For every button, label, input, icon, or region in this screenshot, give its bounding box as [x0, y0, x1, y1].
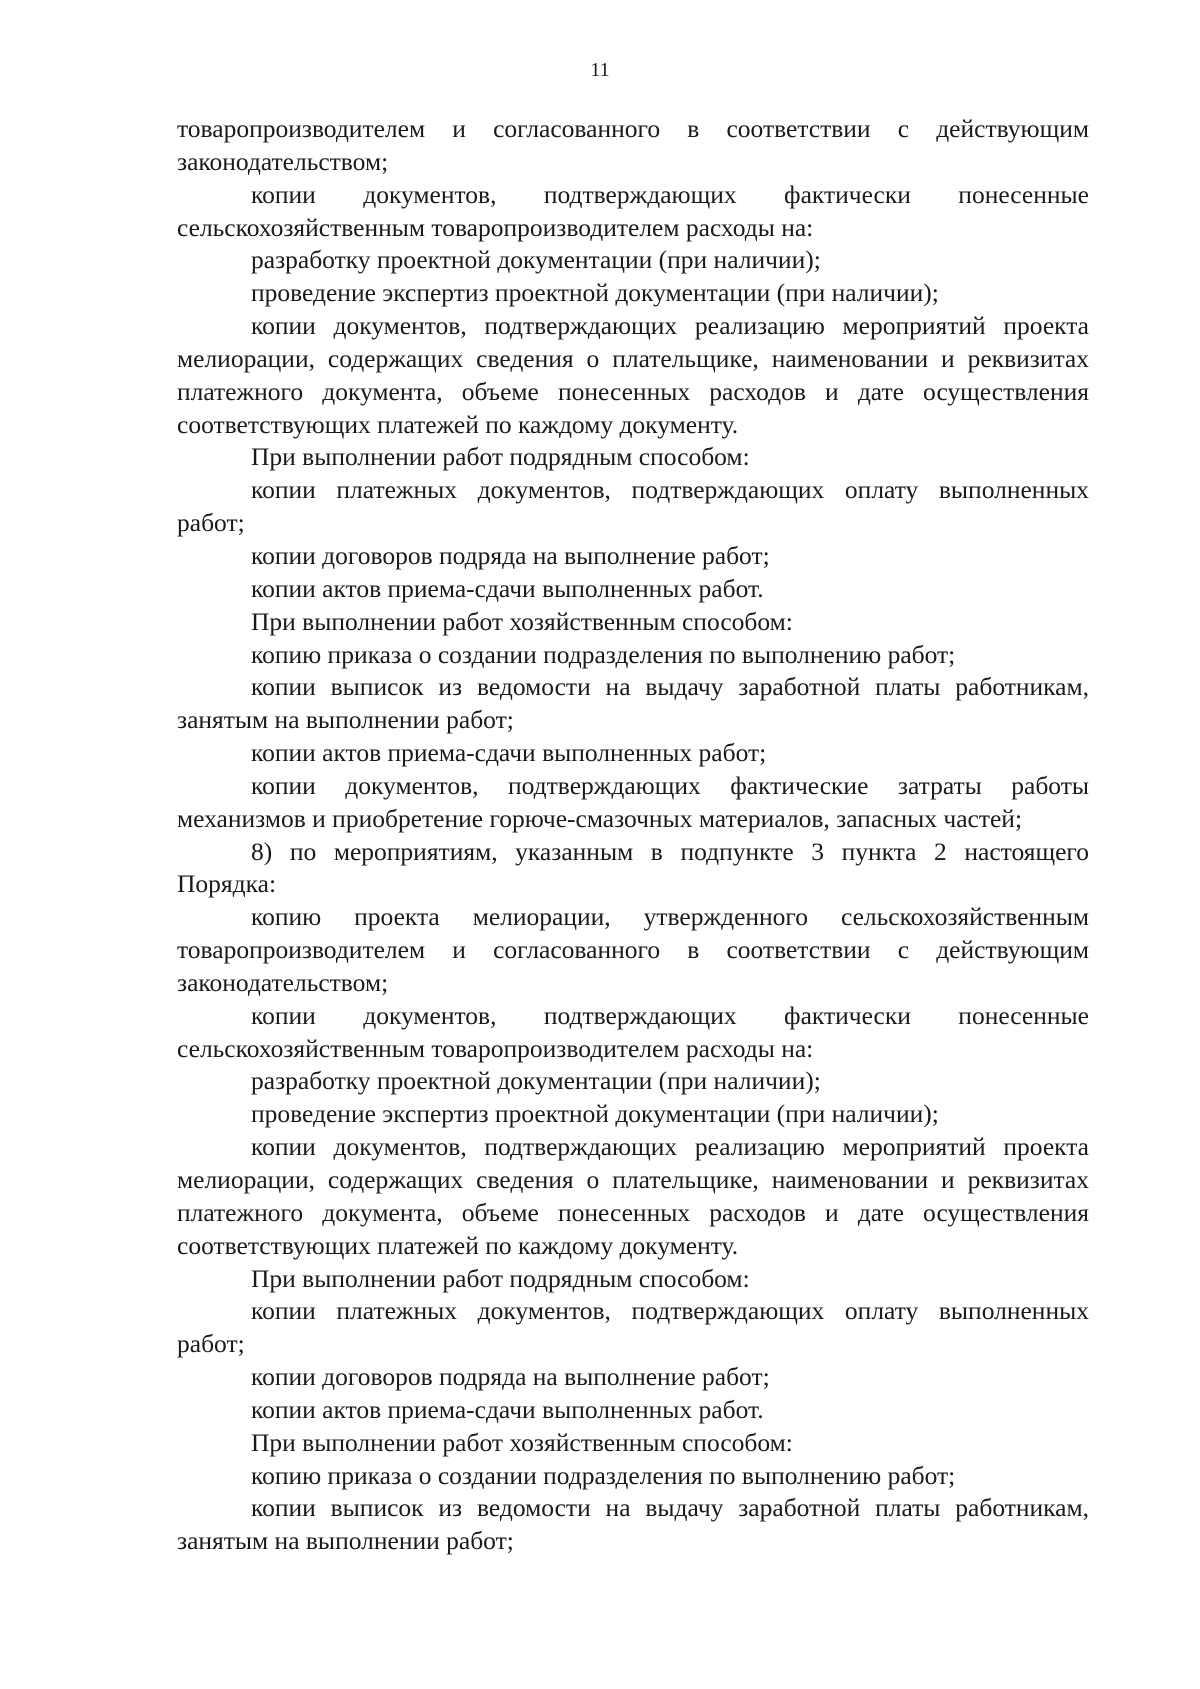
list-item-acceptance-acts: копии актов приема-сдачи выполненных работ. [251, 573, 764, 603]
section-own-method: При выполнении работ хозяйственным способом: [251, 606, 793, 636]
list-item-order-copy: копию приказа о создании подразделения по выполнению работ; [251, 639, 956, 669]
section-contract-method-2: При выполнении работ подрядным способом: [251, 1263, 750, 1293]
list-item-payment-copies-2: копии платежных документов, подтверждающих оплату выполненных работ; [177, 1296, 1089, 1359]
list-item-expenses-docs-2-cont: сельскохозяйственным товаропроизводителем расходы на: [177, 1033, 814, 1063]
list-item-project-copy: копию проекта мелиорации, утвержденного сельскохозяйственным товаропроизводителем и согласованного в соответствии с действующим законодательством; [177, 902, 1089, 997]
list-item-machinery-costs: копии документов, подтверждающих фактические затраты работы механизмов и приобретение горюче-смазочных материалов, запасных частей; [177, 770, 1089, 833]
list-item-design-docs: разработку проектной документации (при наличии); [251, 245, 821, 275]
list-item-acceptance-acts-2: копии актов приема-сдачи выполненных работ; [251, 738, 767, 768]
document-body [177, 113, 1089, 1558]
section-own-method-2: При выполнении работ хозяйственным способом: [251, 1427, 793, 1457]
list-item-acceptance-acts-3: копии актов приема-сдачи выполненных работ. [251, 1394, 764, 1424]
list-item-expertise-2: проведение экспертиз проектной документации (при наличии); [251, 1099, 939, 1129]
list-item-expenses-docs-cont: сельскохозяйственным товаропроизводителем расходы на: [177, 212, 814, 242]
list-item-contracts: копии договоров подряда на выполнение работ; [251, 540, 770, 570]
list-item-expenses-docs-2: копии документов, подтверждающих фактически понесенные [251, 1000, 1089, 1030]
list-item-payroll-extracts-2: копии выписок из ведомости на выдачу заработной платы работникам, занятым на выполнении работ; [177, 1493, 1089, 1556]
list-item-payment-docs: копии документов, подтверждающих реализацию мероприятий проекта мелиорации, содержащих сведения о плательщике, наименовании и реквизитах платежного документа, объеме понесенных расходов и дате осуществления соответствующих платежей по каждому документу. [177, 311, 1089, 439]
list-item-payroll-extracts: копии выписок из ведомости на выдачу заработной платы работникам, занятым на выполнении работ; [177, 672, 1089, 735]
section-contract-method: При выполнении работ подрядным способом: [251, 442, 750, 472]
page-number: 11 [590, 59, 610, 81]
list-item-design-docs-2: разработку проектной документации (при наличии); [251, 1066, 821, 1096]
list-item-expertise: проведение экспертиз проектной документации (при наличии); [251, 278, 939, 308]
paragraph-continuation: товаропроизводителем и согласованного в соответствии с действующим [177, 114, 1089, 143]
list-item-payment-copies: копии платежных документов, подтверждающих оплату выполненных работ; [177, 475, 1089, 538]
item-8-heading: 8) по мероприятиям, указанным в подпункте 3 пункта 2 настоящего Порядка: [177, 836, 1089, 899]
list-item-payment-docs-2: копии документов, подтверждающих реализацию мероприятий проекта мелиорации, содержащих сведения о плательщике, наименовании и реквизитах платежного документа, объеме понесенных расходов и дате осуществления соответствующих платежей по каждому документу. [177, 1132, 1089, 1260]
list-item-contracts-2: копии договоров подряда на выполнение работ; [251, 1362, 770, 1392]
list-item-order-copy-2: копию приказа о создании подразделения по выполнению работ; [251, 1460, 956, 1490]
paragraph-continuation-end: законодательством; [177, 146, 389, 176]
list-item-expenses-docs: копии документов, подтверждающих фактически понесенные [251, 179, 1089, 209]
